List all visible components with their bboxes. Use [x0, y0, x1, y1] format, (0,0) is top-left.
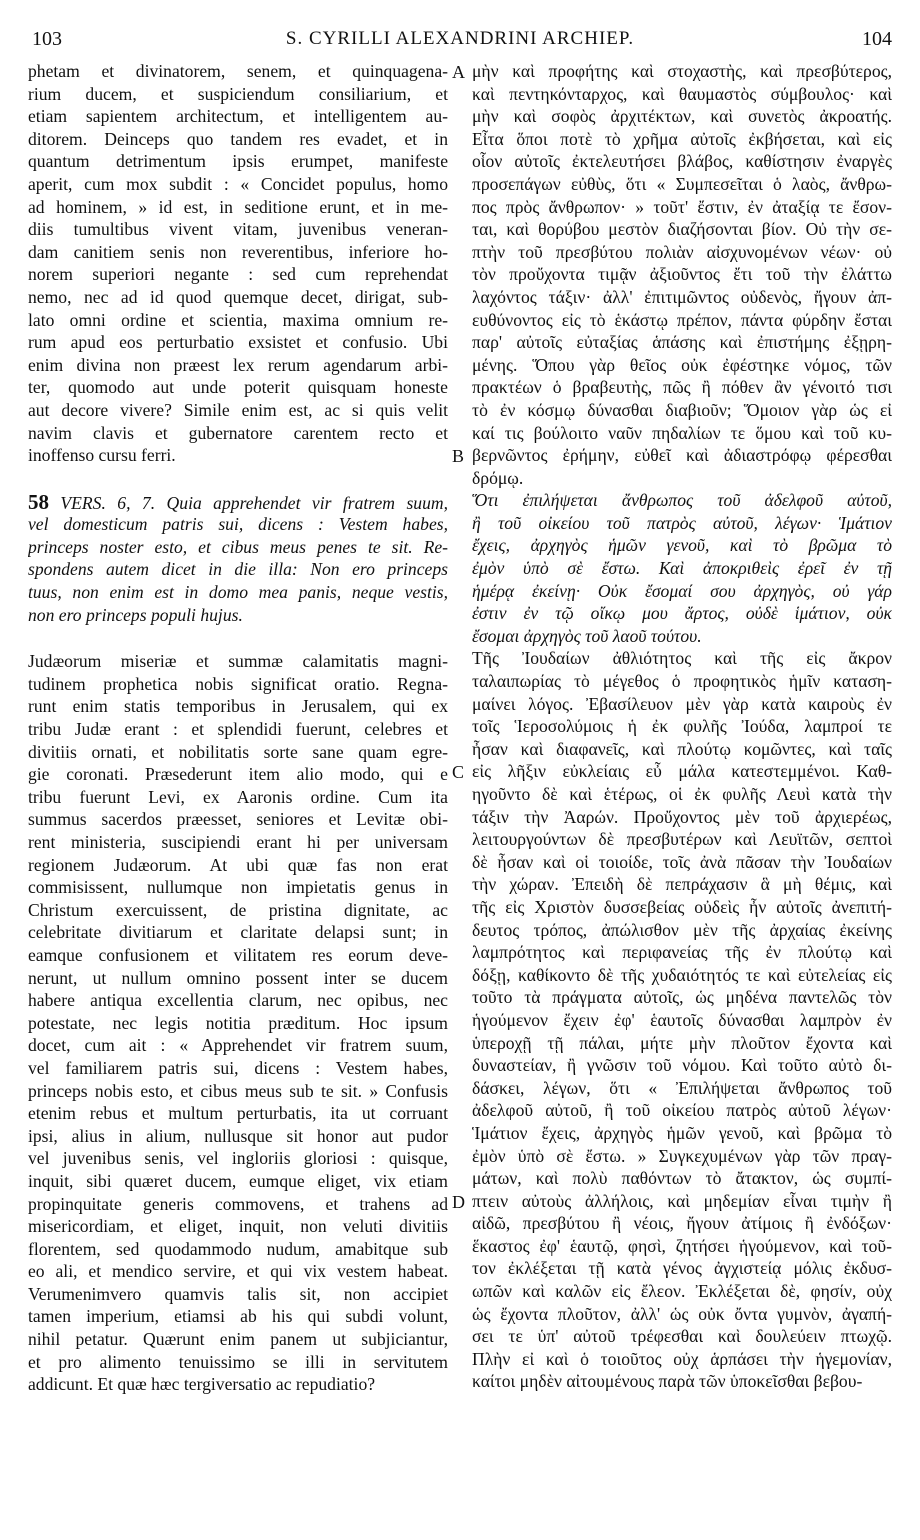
text-line: ditorem. Deinceps quo tandem res evadet, et in	[28, 128, 448, 149]
text-line: nemo, nec ad id quod quemque decet, dirigat, sub-	[28, 286, 448, 307]
text-line: δρόμῳ.	[472, 467, 524, 488]
text-line: misericordiam, et eliget, inquit, non veluti divitiis	[28, 1216, 448, 1237]
text-line: πρακτέων ὁ βραβευτὴς, πῶς ἢ πόθεν ἂν γένοιτό τισι	[472, 377, 892, 398]
text-line: norem superiori negante : sed cum reprehendat	[28, 264, 448, 285]
text-line: βερνῶντος ἐρήμην, εὐθεῖ καὶ ἀδιαστρόφῳ φέρεσθαι	[472, 445, 892, 466]
text-line: δάσκει, λέγων, ὅτι « Ἐπιλήψεται ἄνθρωπος τοῦ	[472, 1077, 892, 1098]
latin-verse	[28, 513, 448, 626]
text-line: οἷον αὐτοῖς ἐκτελευτήσει βλάβος, καθίστησιν ἐναργὲς	[472, 151, 892, 172]
text-line: λειτουργούντων δὲ πρεσβυτέρων καὶ Λευϊτῶν, σεπτοὶ	[472, 829, 892, 850]
text-line: ἀδελφοῦ αὐτοῦ, ἢ τοῦ οἰκείου πατρὸς αὐτοῦ λέγων·	[472, 1100, 892, 1121]
text-line: tribu fuerunt Levi, ex Aaronis ordine. Cum ita	[28, 786, 448, 807]
text-line: gie coronati. Præsederunt item alio modo, qui e	[28, 764, 448, 785]
text-line: nihil petatur. Quærunt enim panem ut subjiciantur,	[28, 1329, 448, 1350]
text-line: προσεπάγων εὐθὺς, ὅτι « Συμπεσεῖται ὁ λαὸς, ἄνθρω-	[472, 173, 892, 194]
text-line: μένης. Ὅπου γὰρ θεῖος οὐκ ἐφέστηκε νόμος, τῶν	[472, 354, 892, 375]
text-line: αἰδῶ, πρεσβύτου ἢ νέοις, ἤγουν ἀτίμοις ἢ ἐνδόξων·	[472, 1213, 892, 1234]
text-line: καίτοι μηδὲν αἰτουμένους παρὰ τῶν ὑποκεῖσθαι βεβου-	[472, 1371, 863, 1392]
text-line: καὶ πεντηκόνταρχος, καὶ θαυμαστὸς σύμβουλος· καὶ	[472, 83, 892, 104]
text-line: ter, quomodo aut unde poterit quisquam honeste	[28, 377, 448, 398]
text-line: Ὅτι ἐπιλήψεται ἄνθρωπος τοῦ ἀδελφοῦ αὐτοῦ,	[472, 490, 892, 511]
text-line: τοῖς Ἱεροσολύμοις ἡ ἐκ φυλῆς Ἰούδα, λαμπροί τε	[472, 716, 892, 737]
page-number-left: 103	[32, 28, 62, 50]
text-line: Εἶτα ὅποι ποτὲ τὸ χρῆμα αὐτοῖς ἐκβήσεται, καὶ εἰς	[472, 128, 892, 149]
text-line: μὴν καὶ σοφὸς ἀρχιτέκτων, καὶ συνετὸς ἀκροατής.	[472, 106, 892, 127]
text-line: divitiis ornati, et nobilitatis sorte sane quam egre-	[28, 741, 448, 762]
section-number: 58	[28, 490, 49, 514]
text-line: etiam sapientem architectum, et intelligentem au-	[28, 106, 448, 127]
margin-letter-d: D	[452, 1192, 465, 1212]
text-line: δευτος τρόπος, ἀπώλισθον μὲν τῆς ἀρχαίας ἐκείνης	[472, 919, 892, 940]
text-line: vel juvenibus senis, vel ingloriis gloriosi : quisque,	[28, 1148, 448, 1169]
text-line: aperit, cum mox subdit : « Concidet populus, homo	[28, 173, 448, 194]
text-line: regionem Judæorum. At ubi quæ fas non erat	[28, 854, 448, 875]
text-line: δόξῃ, καθίκοντο δὲ τῆς χυδαιότητός τε καὶ εὐτελείας εἰς	[472, 964, 892, 985]
text-line: addicunt. Et quæ hæc tergiversatio ac repudiatio?	[28, 1374, 376, 1395]
text-line: πτειν αὐτοὺς ἀλλήλοις, καὶ μηδεμίαν εἶναι τιμὴν ἢ	[472, 1190, 892, 1211]
text-line: παρ' αὐτοῖς εὐταξίας ἁπάσης καὶ ἐπιστήμης ἐξῃρη-	[472, 332, 892, 353]
text-line: habere antiqua excellentia clarum, nec opibus, nec	[28, 990, 448, 1011]
text-line: enim divina non præest lex rerum agendarum arbi-	[28, 354, 448, 375]
text-line: non ero princeps populi hujus.	[28, 604, 243, 625]
greek-column	[472, 60, 892, 1393]
text-line: et pro alimento tenuissimo se illi in servitutem	[28, 1351, 448, 1372]
text-line: Verumenimvero quamvis talis sit, non accipiet	[28, 1283, 448, 1304]
text-line: tribu Judæ erant : et splendidi fuerunt, celebres et	[28, 719, 448, 740]
text-line: ἦσαν καὶ διαφανεῖς, καὶ πλούτῳ κομῶντες, καὶ ταῖς	[472, 738, 892, 759]
text-line: nerunt, ut nullum omnino possent inter se ducem	[28, 967, 448, 988]
running-title: S. CYRILLI ALEXANDRINI ARCHIEP.	[285, 28, 635, 49]
text-line: πτὴν τοῦ πρεσβύτου πολιὰν αἰσχυνομένων νέων· οὐ	[472, 241, 892, 262]
text-line: princeps noster esto, et cibus meus penes te sit. Re-	[28, 536, 448, 557]
text-line: ἐστιν ἐν τῷ οἴκῳ μου ἄρτος, οὐδὲ ἱμάτιον, οὐκ	[472, 603, 892, 624]
text-line: τὸν προὔχοντα τιμᾷν ἀξιοῦντος ἔτι τοῦ τὴν ἐλάττω	[472, 264, 892, 285]
text-line: δὲ ἦσαν καὶ οἱ τοιοίδε, τοῖς ἀνὰ πᾶσαν τὴν Ἰουδαίων	[472, 851, 892, 872]
text-line: commisissent, nullumque non impietatis genus in	[28, 877, 448, 898]
text-line: ἢ τοῦ οἰκείου τοῦ πατρὸς αὐτοῦ, λέγων· Ἱμάτιον	[472, 512, 892, 533]
verse-reference: VERS. 6, 7. Quia apprehendet vir fratrem suum,	[49, 492, 448, 513]
text-line: τάξιν τὴν Ἀαρών. Προὔχοντος μὲν τοῦ ἀρχιερέως,	[472, 806, 892, 827]
latin-paragraph-1	[28, 60, 448, 467]
text-line: rent ministeria, suscipiendi erant hi per universam	[28, 832, 448, 852]
text-line: καί τις βούλοιτο ναῦν πηδαλίων τε ὅμου καὶ τοῦ κυ-	[472, 422, 892, 443]
text-line: etenim rebus et multum perturbatis, ita ut corruant	[28, 1103, 448, 1124]
text-line: rium ducem, et suspiciendum consiliarium, et	[28, 83, 448, 104]
latin-column	[28, 60, 448, 1396]
text-line: phetam et divinatorem, senem, et quinquagena-	[28, 61, 448, 81]
text-line: dam canitiem senis non reverentibus, inferiore ho-	[28, 241, 448, 262]
greek-paragraph-1	[472, 60, 892, 489]
text-line: λαχόντος τάξιν· ἀλλ' ἐπιτιμῶντος οὐδενὸς, ἤγουν ἀπ-	[472, 286, 892, 307]
margin-letter-b: B	[452, 446, 465, 466]
text-line: ηγοῦντο δὲ καὶ ἑτέρως, οἱ ἐκ φυλῆς Λευὶ κατὰ τὴν	[472, 784, 892, 804]
text-line: celebritate divitiarum et claritate delapsi sunt; in	[28, 922, 448, 943]
text-line: τοῦτο τὰ πράγματα αὐτοῖς, ὡς μηδένα παντελῶς τὸν	[472, 987, 892, 1008]
text-line: vel domesticum patris sui, dicens : Vestem habes,	[28, 514, 448, 535]
text-line: Ἱμάτιον ἔχεις, ἀρχηγὸς ἡμῶν γενοῦ, καὶ βρῶμα τὸ	[472, 1122, 892, 1143]
text-line: vel familiarem patris sui, dicens : Vestem habes,	[28, 1057, 448, 1078]
latin-paragraph-2	[28, 650, 448, 1396]
text-line: docet, cum ait : « Apprehendet vir fratrem suum,	[28, 1035, 448, 1056]
text-line: τῆς εἰς Χριστὸν δυσσεβείας οὐδεὶς ἦν αὐτοῖς ἀνεπιτή-	[472, 896, 892, 917]
text-line: tuus, non enim est in domo mea panis, neque vestis,	[28, 582, 448, 603]
text-line: ipsi, alius in alium, nullusque sit honor aut pudor	[28, 1125, 448, 1146]
text-line: ἐμὸν ὑπὸ σὲ ἔστω. » Συγκεχυμένων γὰρ τῶν πραγ-	[472, 1145, 892, 1166]
verse-heading-line	[28, 491, 448, 514]
text-line: quantum detrimentum ipsis erumpet, manifeste	[28, 151, 448, 172]
text-line: μὴν καὶ προφήτης καὶ στοχαστὴς, καὶ πρεσβύτερος,	[472, 61, 892, 81]
text-line: navim clavis et gubernatore carentem recto et	[28, 422, 448, 443]
greek-paragraph-2	[472, 647, 892, 1393]
text-line: runt enim statis temporibus in Jerusalem, qui ex	[28, 696, 448, 717]
text-line: lato omni ordine et scientia, maxima omnium re-	[28, 309, 448, 330]
text-line: princeps nobis esto, et cibus meus sub te sit. » Confusis	[28, 1080, 448, 1101]
text-line: diis tumultibus vivent vitam, juvenibus veneran-	[28, 219, 448, 240]
page-number-right: 104	[862, 28, 892, 50]
text-line: Judæorum miseriæ et summæ calamitatis magni-	[28, 651, 448, 672]
text-line: propinquitate generis commovens, et trahens ad	[28, 1193, 448, 1214]
text-line: πος πρὸς ἄνθρωπον· » τοῦτ' ἔστιν, ἐν ἀταξίᾳ τε ἔσον-	[472, 196, 892, 217]
text-line: εἰς λῆξιν εὐκλείαις εὖ μάλα κατεστεμμένοι. Καθ-	[472, 761, 892, 782]
margin-letter-c: C	[452, 762, 465, 782]
text-line: ἐμὸν ὑπὸ σὲ ἔστω. Καὶ ἀποκριθεὶς ἐρεῖ ἐν τῇ	[472, 558, 892, 579]
text-line: ευθύνοντος εἰς τὸ ἑκάστῳ πρέπον, πάντα φύρδην ἔσται	[472, 309, 892, 330]
text-line: inoffenso cursu ferri.	[28, 445, 176, 466]
text-line: aut decore vivere? Simile enim est, ac si quis velit	[28, 399, 448, 420]
text-line: τὸ ἐν κόσμῳ δύνασθαι διαβιοῦν; Ὅμοιον γὰρ ὡς εἰ	[472, 399, 892, 420]
text-line: tudinem prophetica nobis significat oratio. Regna-	[28, 673, 448, 694]
text-line: μαίνει λόγος. Ἐβασίλευον μὲν γὰρ κατὰ καιροὺς ἐν	[472, 693, 892, 714]
text-line: Christum exercuissent, de pristina dignitate, ac	[28, 899, 448, 920]
text-line: ται, καὶ θορύβου μεστὸν διαζήσονται βίον. Οὐ τὴν σε-	[472, 219, 892, 240]
text-line: ωπῶν καὶ καλῶν εἰς ἔλεον. Ἐκλέξεται δὲ, φησίν, οὐχ	[472, 1281, 892, 1302]
text-line: ὡς ἔχοντα πλοῦτον, ἀλλ' ὡς οὐκ ὄντα γυμνὸν, ἀγαπή-	[472, 1303, 892, 1324]
text-line: inquit, sibi quæret ducem, eumque eliget, vix etiam	[28, 1170, 448, 1191]
text-line: spondens autem dicet in die illa: Non ero princeps	[28, 559, 448, 580]
text-line: λαμπρότητος καὶ περιφανείας τῆς ἐν πλούτῳ καὶ	[472, 942, 892, 963]
text-line: ταλαιπωρίας τὸ μέγεθος ὁ προφητικὸς ἡμῖν καταση-	[472, 671, 892, 692]
text-line: ἔσομαι ἀρχηγὸς τοῦ λαοῦ τούτου.	[472, 625, 702, 646]
text-line: tamen imperium, etiamsi ab his qui subdi volunt,	[28, 1306, 448, 1327]
text-line: Πλὴν εἰ καὶ ὁ τοιοῦτος οὐχ ἁρπάσει τὴν ἡγεμονίαν,	[472, 1348, 892, 1369]
text-line: ἡγούμενον ἔχειν ἐφ' ἑαυτοῖς δύνασθαι λαμπρὸν ἐν	[472, 1009, 892, 1030]
text-line: ὑπεροχῇ τῇ πάλαι, μήτε μὴν πλοῦτον ἔχοντα καὶ	[472, 1032, 892, 1053]
text-line: ἕκαστος ἐφ' ἑαυτῷ, φησὶ, ζητήσει ἡγούμενον, καὶ τοῦ-	[472, 1235, 892, 1256]
text-line: μάτων, καὶ πολὺ παθόντων τὸ ἄτακτον, ὡς συμπί-	[472, 1168, 892, 1189]
text-line: eamque confusionem et vilitatem res eorum deve-	[28, 944, 448, 965]
text-line: summus sacerdos præesset, seniores et Levitæ obi-	[28, 809, 448, 830]
text-line: τὴν χώραν. Ἐπειδὴ δὲ πεπράχασιν ἃ μὴ θέμις, καὶ	[472, 874, 892, 895]
text-line: τον ἐκλέξεται τῇ κατὰ γένος ἀγχιστείᾳ μόλις ἐκδυσ-	[472, 1258, 892, 1279]
text-line: σει τε ὑπ' αὐτοῦ τρέφεσθαι καὶ δουλεύειν πτωχῷ.	[472, 1326, 892, 1347]
text-line: ἡμέρᾳ ἐκείνῃ· Οὐκ ἔσομαί σου ἀρχηγὸς, οὐ γάρ	[472, 580, 892, 601]
text-line: δυναστείαν, ἢ γνῶσιν τοῦ νόμου. Καὶ τοῦτο αὐτὸ δι-	[472, 1055, 892, 1076]
text-line: potestate, nec legis notitia præditum. Hoc ipsum	[28, 1012, 448, 1033]
text-line: eo ali, et mendico servire, et qui vix vestem habeat.	[28, 1261, 448, 1282]
text-line: Τῆς Ἰουδαίων ἀθλιότητος καὶ τῆς εἰς ἄκρον	[472, 648, 892, 669]
text-line: ad hominem, » id est, in seditione erunt, et in me-	[28, 196, 448, 217]
page-header	[0, 28, 920, 58]
text-line: ἔχεις, ἀρχηγὸς ἡμῶν γενοῦ, καὶ τὸ βρῶμα τὸ	[472, 535, 892, 556]
text-line: florentem, sed quodammodo nudum, amabitque sub	[28, 1238, 448, 1259]
margin-letter-a: A	[452, 62, 465, 82]
text-line: rum apud eos perturbatio exsistet et confusio. Ubi	[28, 332, 448, 353]
greek-verse	[472, 489, 892, 647]
